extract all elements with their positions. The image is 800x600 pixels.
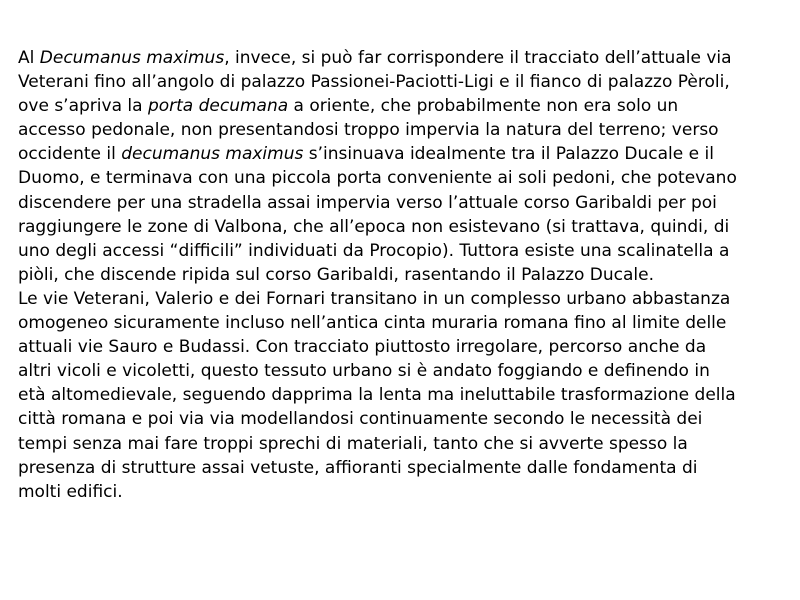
text-line (18, 94, 788, 118)
text-run: piòli, che discende ripida sul corso Garibaldi, rasentando il Palazzo Ducale. (18, 264, 655, 285)
text-line (18, 432, 788, 456)
text-run: tempi senza mai fare troppi sprechi di materiali, tanto che si avverte spesso la (18, 433, 688, 454)
text-line (18, 407, 788, 431)
text-run: ove s’apriva la (18, 96, 148, 117)
text-run: discendere per una stradella assai impervia verso l’attuale corso Garibaldi per poi (18, 192, 717, 213)
text-line (18, 166, 788, 190)
text-run: città romana e poi via via modellandosi continuamente secondo le necessità dei (18, 409, 703, 430)
text-line (18, 215, 788, 239)
italic-text-run: decumanus maximus (121, 144, 304, 165)
text-run: accesso pedonale, non presentandosi troppo impervia la natura del terreno; verso (18, 120, 719, 141)
text-run: occidente il (18, 144, 122, 165)
text-run: uno degli accessi “difficili” individuati da Procopio). Tuttora esiste una scalinatella a (18, 240, 730, 261)
text-line (18, 456, 788, 480)
text-run: Le vie Veterani, Valerio e dei Fornari transitano in un complesso urbano abbastanza (18, 288, 731, 309)
paragraph-urban-fabric (18, 287, 788, 504)
text-run: s’insinuava idealmente tra il Palazzo Ducale e il (303, 144, 714, 165)
body-text (18, 46, 788, 504)
text-line (18, 383, 788, 407)
text-line (18, 142, 788, 166)
text-line (18, 239, 788, 263)
text-line (18, 359, 788, 383)
text-run: Duomo, e terminava con una piccola porta conveniente ai soli pedoni, che potevano (18, 168, 737, 189)
italic-text-run: porta decumana (147, 96, 289, 117)
text-run: presenza di strutture assai vetuste, affioranti specialmente dalle fondamenta di (18, 457, 698, 478)
text-run: omogeneo sicuramente incluso nell’antica cinta muraria romana fino al limite delle (18, 313, 727, 334)
text-run: altri vicoli e vicoletti, questo tessuto urbano si è andato foggiando e definendo in (18, 361, 710, 382)
italic-text-run: Decumanus maximus (39, 48, 225, 68)
paragraph-decumanus (18, 46, 788, 287)
text-line (18, 335, 788, 359)
text-line (18, 46, 788, 70)
text-line (18, 118, 788, 142)
text-run: attuali vie Sauro e Budassi. Con tracciato piuttosto irregolare, percorso anche da (18, 337, 707, 358)
text-line (18, 287, 788, 311)
text-run: età altomedievale, seguendo dapprima la lenta ma ineluttabile trasformazione della (18, 385, 736, 406)
text-line (18, 191, 788, 215)
text-run: , invece, si può far corrispondere il tracciato dell’attuale via (224, 48, 732, 68)
text-run: a oriente, che probabilmente non era solo un (288, 96, 679, 117)
text-run: Veterani fino all’angolo di palazzo Passionei-Paciotti-Ligi e il fianco di palazzo Pèroli, (18, 72, 730, 93)
text-line (18, 311, 788, 335)
text-line (18, 263, 788, 287)
text-run: raggiungere le zone di Valbona, che all’epoca non esistevano (si trattava, quindi, di (18, 216, 730, 237)
text-line (18, 480, 788, 504)
text-line (18, 70, 788, 94)
text-run: molti edifici. (18, 481, 123, 502)
text-run: Al (18, 48, 40, 68)
